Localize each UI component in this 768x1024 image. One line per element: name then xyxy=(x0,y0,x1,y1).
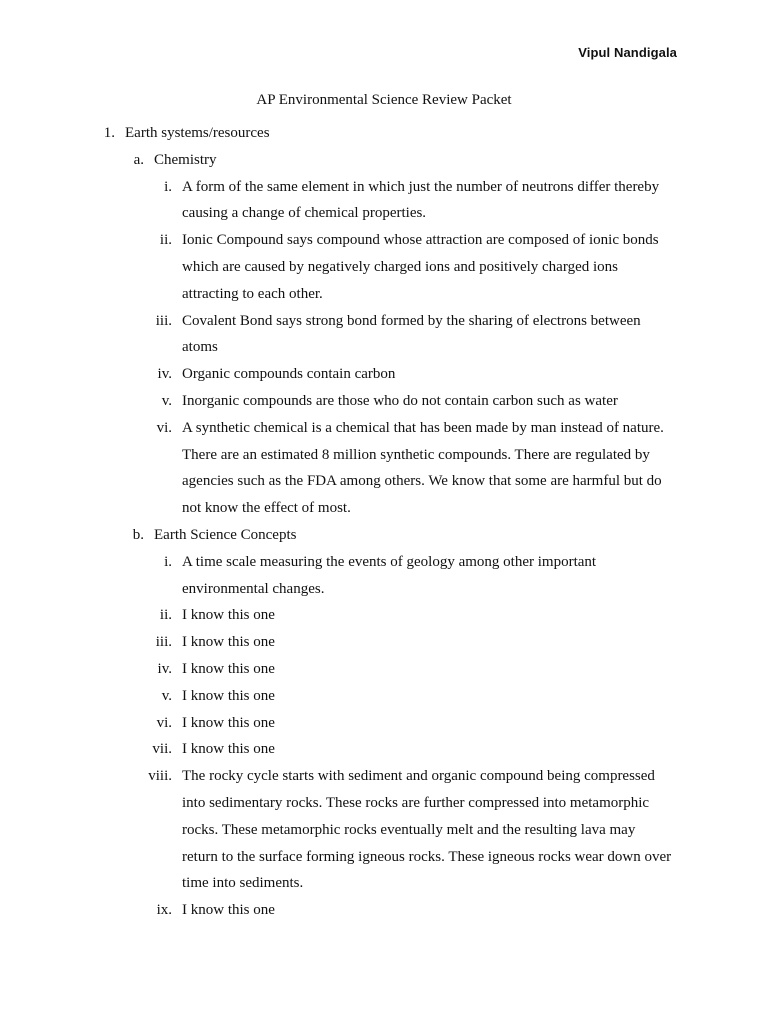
list-item-text: Chemistry xyxy=(154,151,217,168)
list-item xyxy=(0,602,768,629)
document-title: AP Environmental Science Review Packet xyxy=(256,92,512,108)
list-marker: v. xyxy=(161,687,172,704)
list-item-text: I know this one xyxy=(182,714,275,731)
list-item-text: Organic compounds contain carbon xyxy=(182,366,396,383)
list-item xyxy=(0,361,768,388)
list-item xyxy=(0,736,768,763)
list-item-text: I know this one xyxy=(182,741,275,758)
list-marker: i. xyxy=(164,553,172,570)
outline-item-level2 xyxy=(0,147,768,174)
list-marker: iv. xyxy=(157,366,172,383)
list-item-text: Ionic Compound says compound whose attraction are composed of ionic bonds which are caused by negatively charged ions and positively charged ions attracting to each other. xyxy=(182,232,659,302)
list-item-text: Covalent Bond says strong bond formed by the sharing of electrons between atoms xyxy=(182,312,641,356)
list-item-text: Earth Science Concepts xyxy=(154,526,297,543)
list-item-text: Inorganic compounds are those who do not contain carbon such as water xyxy=(182,392,618,409)
list-item-text: I know this one xyxy=(182,902,275,919)
outline-item-level2 xyxy=(0,522,768,549)
list-marker: ii. xyxy=(159,232,172,249)
list-marker: iii. xyxy=(155,634,172,651)
list-marker: b. xyxy=(132,526,144,543)
list-marker: vii. xyxy=(152,741,172,758)
outline xyxy=(0,120,768,924)
list-marker: 1. xyxy=(103,125,115,141)
list-item-text: I know this one xyxy=(182,660,275,677)
list-item xyxy=(0,763,768,897)
list-marker: ix. xyxy=(156,902,172,919)
list-item-text: I know this one xyxy=(182,634,275,651)
list-item-text: A time scale measuring the events of geology among other important environmental changes. xyxy=(182,553,597,597)
list-marker: viii. xyxy=(148,768,172,785)
list-marker: i. xyxy=(164,178,172,195)
list-item xyxy=(0,710,768,737)
list-marker: iv. xyxy=(157,660,172,677)
list-marker: vi. xyxy=(156,714,172,731)
outline-item-level1 xyxy=(0,120,768,147)
list-item xyxy=(0,683,768,710)
list-item xyxy=(0,308,768,362)
list-item xyxy=(0,549,768,603)
list-item xyxy=(0,629,768,656)
list-marker: ii. xyxy=(159,607,172,624)
list-marker: v. xyxy=(161,392,172,409)
list-item-text: A synthetic chemical is a chemical that has been made by man instead of nature. There are an estimated 8 million synthetic compounds. There are regulated by agencies such as the FDA among others. We know that some are harmful but do not know the effect of most. xyxy=(182,419,664,517)
list-item-text: I know this one xyxy=(182,607,275,624)
list-item-text: The rocky cycle starts with sediment and organic compound being compressed into sedimentary rocks. These rocks are further compressed into metamorphic rocks. These metamorphic rocks eventually melt and the resulting lava may return to the surface forming igneous rocks. These igneous rocks wear down over time into sediments. xyxy=(182,768,672,892)
list-item xyxy=(0,897,768,924)
list-item-text: Earth systems/resources xyxy=(125,125,270,141)
list-item xyxy=(0,227,768,307)
list-item xyxy=(0,388,768,415)
list-marker: iii. xyxy=(155,312,172,329)
list-item-text: I know this one xyxy=(182,687,275,704)
list-item-text: A form of the same element in which just the number of neutrons differ thereby causing a change of chemical properties. xyxy=(182,178,660,222)
list-marker: a. xyxy=(133,151,144,168)
list-item xyxy=(0,415,768,522)
author-name: Vipul Nandigala xyxy=(578,45,677,60)
list-marker: vi. xyxy=(156,419,172,436)
list-item xyxy=(0,656,768,683)
list-item xyxy=(0,174,768,228)
